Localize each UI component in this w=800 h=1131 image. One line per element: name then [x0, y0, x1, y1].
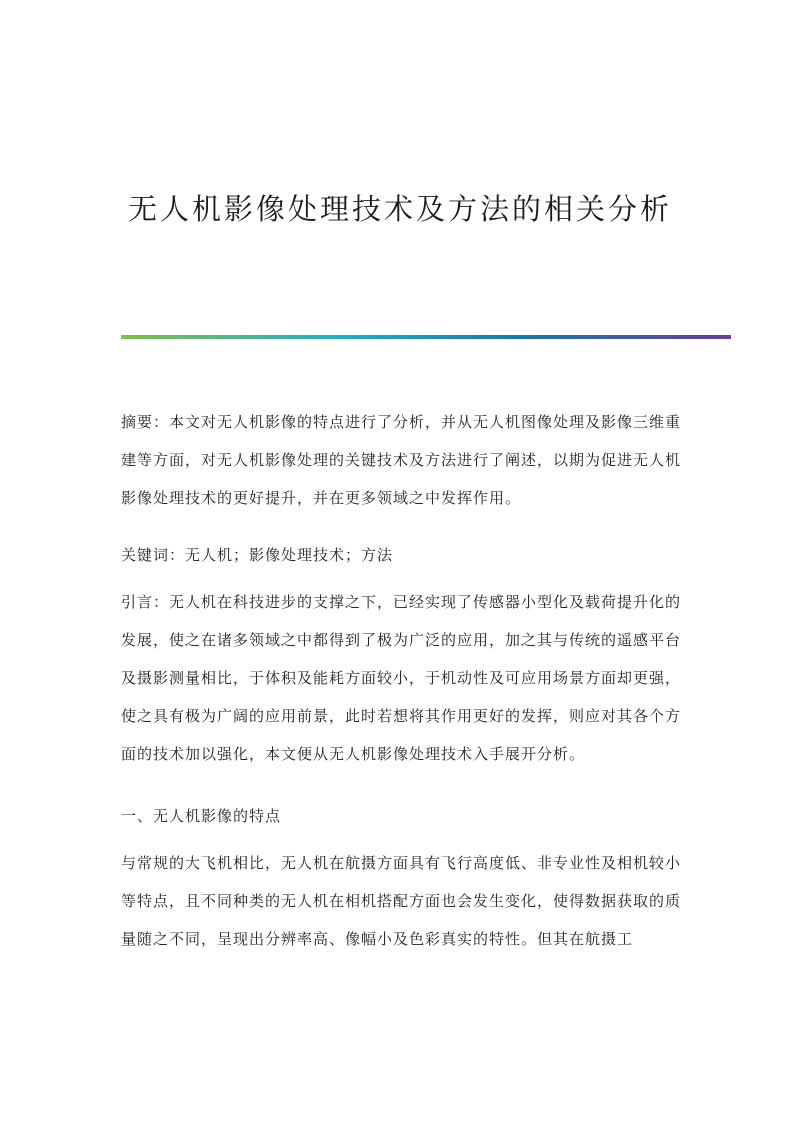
title-divider [121, 335, 731, 339]
keywords-paragraph: 关键词：无人机；影像处理技术；方法 [121, 546, 394, 564]
intro-paragraph: 引言：无人机在科技进步的支撑之下，已经实现了传感器小型化及载荷提升化的发展，使之在诸多领域之中都得到了极为广泛的应用，加之其与传统的遥感平台及摄影测量相比，于体积及能耗方面较小，于机动性及可应用场景方面却更强，使之具有极为广阔的应用前景，此时若想将其作用更好的发挥，则应对其各个方面的技术加以强化，本文便从无人机影像处理技术入手展开分析。 [121, 593, 682, 763]
section-paragraph: 与常规的大飞机相比，无人机在航摄方面具有飞行高度低、非专业性及相机较小等特点，且不同种类的无人机在相机搭配方面也会发生变化，使得数据获取的质量随之不同，呈现出分辨率高、像幅小及色彩真实的特性。但其在航摄工 [121, 854, 682, 948]
document-title: 无人机影像处理技术及方法的相关分析 [127, 192, 672, 226]
abstract-paragraph: 摘要：本文对无人机影像的特点进行了分析，并从无人机图像处理及影像三维重建等方面，对无人机影像处理的关键技术及方法进行了阐述，以期为促进无人机影像处理技术的更好提升，并在更多领域之中发挥作用。 [121, 413, 682, 507]
section-heading: 一、无人机影像的特点 [121, 807, 282, 825]
